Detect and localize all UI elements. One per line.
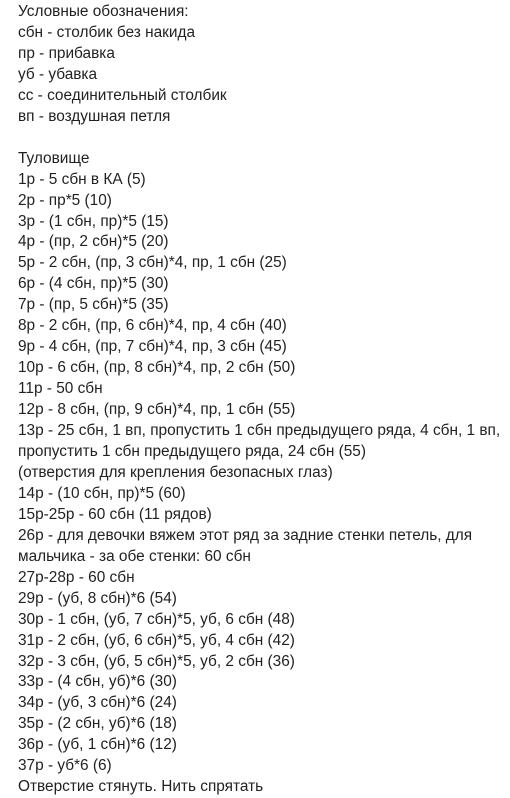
row-36: 36р - (уб, 1 сбн)*6 (12) bbox=[18, 736, 177, 754]
section-title: Туловище bbox=[18, 149, 90, 167]
row-37: 37р - уб*6 (6) bbox=[18, 757, 112, 775]
row-6: 6р - (4 сбн, пр)*5 (30) bbox=[18, 275, 169, 293]
spacer bbox=[18, 128, 502, 149]
row-13: 13р - 25 сбн, 1 вп, пропустить 1 сбн предыдущего ряда, 4 сбн, 1 вп, пропустить 1 сбн предыдущего ряда, 24 сбн (55) bbox=[18, 422, 501, 460]
row-34: 34р - (уб, 3 сбн)*6 (24) bbox=[18, 694, 177, 712]
legend-item-sbn: сбн - столбик без накида bbox=[18, 23, 196, 41]
row-9: 9р - 4 сбн, (пр, 7 сбн)*4, пр, 3 сбн (45) bbox=[18, 338, 287, 356]
row-30: 30р - 1 сбн, (уб, 7 сбн)*5, уб, 6 сбн (48) bbox=[18, 610, 295, 628]
row-27-28: 27р-28р - 60 сбн bbox=[18, 568, 135, 586]
row-12: 12р - 8 сбн, (пр, 9 сбн)*4, пр, 1 сбн (55) bbox=[18, 401, 296, 419]
row-31: 31р - 2 сбн, (уб, 6 сбн)*5, уб, 4 сбн (42) bbox=[18, 631, 295, 649]
row-29: 29р - (уб, 8 сбн)*6 (54) bbox=[18, 589, 177, 607]
row-4: 4р - (пр, 2 сбн)*5 (20) bbox=[18, 233, 169, 251]
row-11: 11р - 50 сбн bbox=[18, 380, 103, 398]
legend-title: Условные обозначения: bbox=[18, 3, 189, 20]
row-1: 1р - 5 сбн в КА (5) bbox=[18, 170, 146, 188]
row-13-note: (отверстия для крепления безопасных глаз) bbox=[18, 463, 333, 481]
row-14: 14р - (10 сбн, пр)*5 (60) bbox=[18, 484, 186, 502]
row-32: 32р - 3 сбн, (уб, 5 сбн)*5, уб, 2 сбн (36) bbox=[18, 652, 295, 670]
row-35: 35р - (2 сбн, уб)*6 (18) bbox=[18, 715, 177, 733]
row-3: 3р - (1 сбн, пр)*5 (15) bbox=[18, 212, 169, 230]
legend-item-ub: уб - убавка bbox=[18, 65, 98, 83]
pattern-document bbox=[18, 2, 502, 798]
row-2: 2р - пр*5 (10) bbox=[18, 191, 112, 209]
row-8: 8р - 2 сбн, (пр, 6 сбн)*4, пр, 4 сбн (40) bbox=[18, 317, 287, 335]
row-26: 26р - для девочки вяжем этот ряд за задние стенки петель, для мальчика - за обе стенки: 60 сбн bbox=[18, 526, 473, 565]
legend-item-pr: пр - прибавка bbox=[18, 44, 115, 62]
row-7: 7р - (пр, 5 сбн)*5 (35) bbox=[18, 296, 169, 314]
row-5: 5р - 2 сбн, (пр, 3 сбн)*4, пр, 1 сбн (25) bbox=[18, 254, 287, 272]
legend-item-vp: вп - воздушная петля bbox=[18, 107, 171, 125]
closing-instruction: Отверстие стянуть. Нить спрятать bbox=[18, 778, 264, 796]
row-15-25: 15р-25р - 60 сбн (11 рядов) bbox=[18, 505, 212, 523]
row-10: 10р - 6 сбн, (пр, 8 сбн)*4, пр, 2 сбн (50) bbox=[18, 359, 296, 377]
legend-item-ss: сс - соединительный столбик bbox=[18, 86, 227, 104]
row-33: 33р - (4 сбн, уб)*6 (30) bbox=[18, 673, 177, 691]
